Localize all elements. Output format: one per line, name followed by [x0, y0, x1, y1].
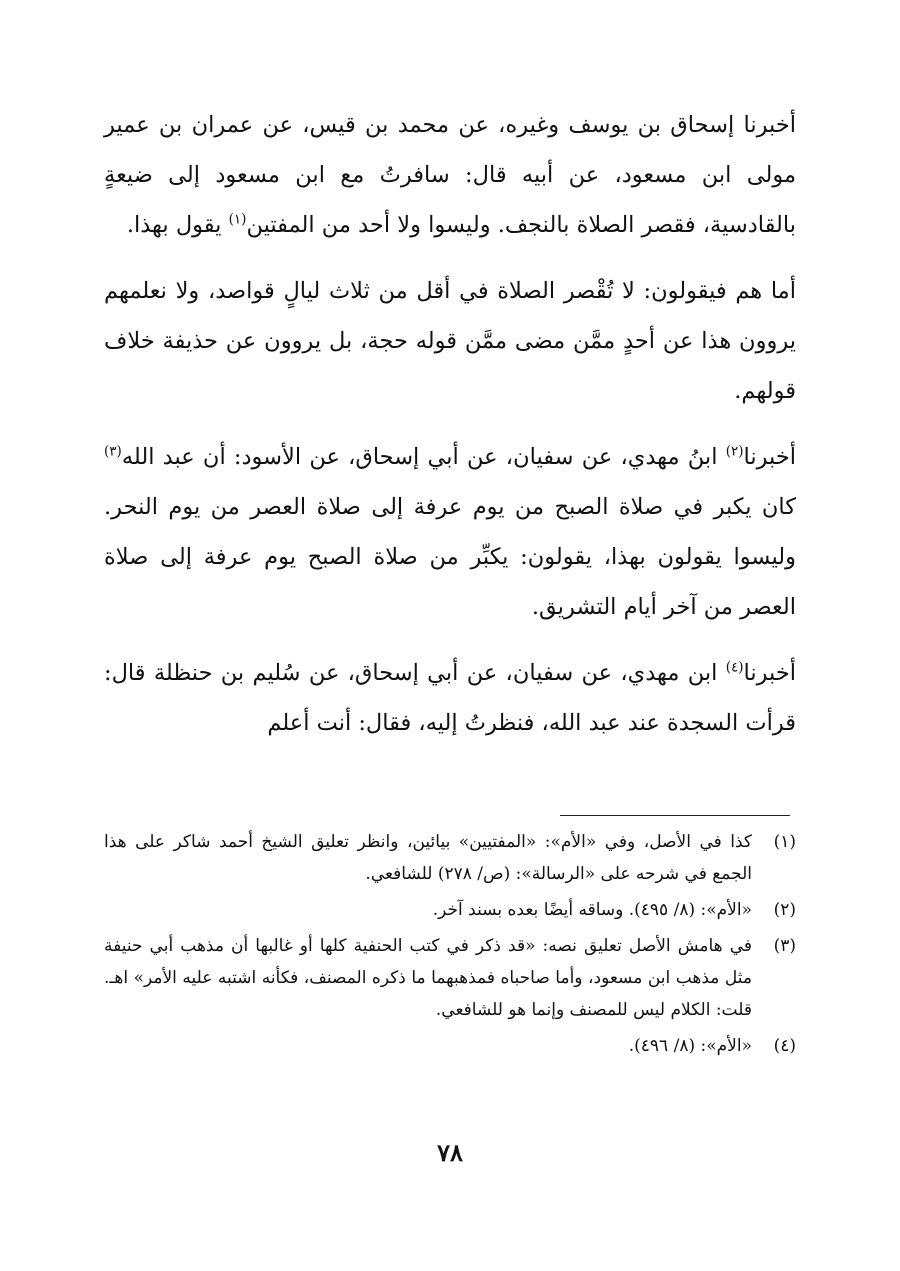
paragraph-4: [104, 648, 796, 748]
paragraph-text: يقول بهذا.: [126, 212, 229, 238]
paragraph-text: أما هم فيقولون: لا تُقْصر الصلاة في أقل من ثلاث ليالٍ قواصد، ولا نعلمهم يروون هذا عن أحدٍ ممَّن مضى ممَّن قوله حجة، بل يروون عن حذيفة خلاف قولهم.: [104, 278, 796, 404]
main-text: [104, 100, 796, 764]
paragraph-text: أخبرنا: [743, 444, 796, 470]
paragraph-text: أخبرنا: [743, 660, 796, 686]
footnote-4: [104, 1030, 796, 1062]
paragraph-text: كان يكبر في صلاة الصبح من يوم عرفة إلى صلاة العصر من يوم النحر. وليسوا يقولون بهذا، يقولون: يكبِّر من صلاة الصبح يوم عرفة إلى صلاة العصر من آخر أيام التشريق.: [104, 494, 796, 620]
footnote-number: (١): [773, 832, 796, 852]
page-number: ٧٨: [437, 1138, 463, 1167]
footnote-text: في هامش الأصل تعليق نصه: «قد ذكر في كتب الحنفية كلها أو غالبها أن مذهب أبي حنيفة مثل مذهب ابن مسعود، وأما صاحباه فمذهبهما ما ذكره المصنف، فكأنه اشتبه عليه الأمر» اهـ. قلت: الكلام ليس للمصنف وإنما هو للشافعي.: [104, 936, 752, 1020]
paragraph-text: ابن مهدي، عن سفيان، عن أبي إسحاق، عن سُليم بن حنظلة قال: قرأت السجدة عند عبد الله، فنظرتُ إليه، فقال: أنت أعلم: [104, 660, 796, 736]
footnote-marker-2: (٢): [725, 443, 744, 460]
paragraph-text: أخبرنا إسحاق بن يوسف وغيره، عن محمد بن قيس، عن عمران بن عمير مولى ابن مسعود، عن أبيه قال: سافرتُ مع ابن مسعود إلى ضيعةٍ بالقادسية، فقصر الصلاة بالنجف. وليسوا ولا أحد من المفتين: [104, 112, 796, 238]
footnote-text: «الأم»: (٨/ ٤٩٦).: [628, 1036, 752, 1056]
footnote-separator: [560, 815, 790, 816]
footnote-marker-4: (٤): [725, 659, 744, 676]
footnote-marker-1: (١): [228, 211, 247, 228]
paragraph-text: ابنُ مهدي، عن سفيان، عن أبي إسحاق، عن الأسود: أن عبد الله: [121, 444, 726, 470]
footnotes: [104, 826, 796, 1066]
footnote-number: (٣): [773, 936, 796, 956]
footnote-number: (٤): [773, 1036, 796, 1056]
footnote-number: (٢): [773, 900, 796, 920]
paragraph-3: [104, 432, 796, 632]
footnote-3: [104, 930, 796, 1026]
footnote-text: كذا في الأصل، وفي «الأم»: «المفتيين» بيائين، وانظر تعليق الشيخ أحمد شاكر على هذا الجمع في شرحه على «الرسالة»: (ص/ ٢٧٨) للشافعي.: [104, 832, 752, 884]
footnote-text: «الأم»: (٨/ ٤٩٥). وساقه أيضًا بعده بسند آخر.: [432, 900, 752, 920]
footnote-1: [104, 826, 796, 890]
paragraph-1: [104, 100, 796, 250]
footnote-marker-3: (٣): [104, 443, 122, 460]
paragraph-2: [104, 266, 796, 416]
footnote-2: [104, 894, 796, 926]
